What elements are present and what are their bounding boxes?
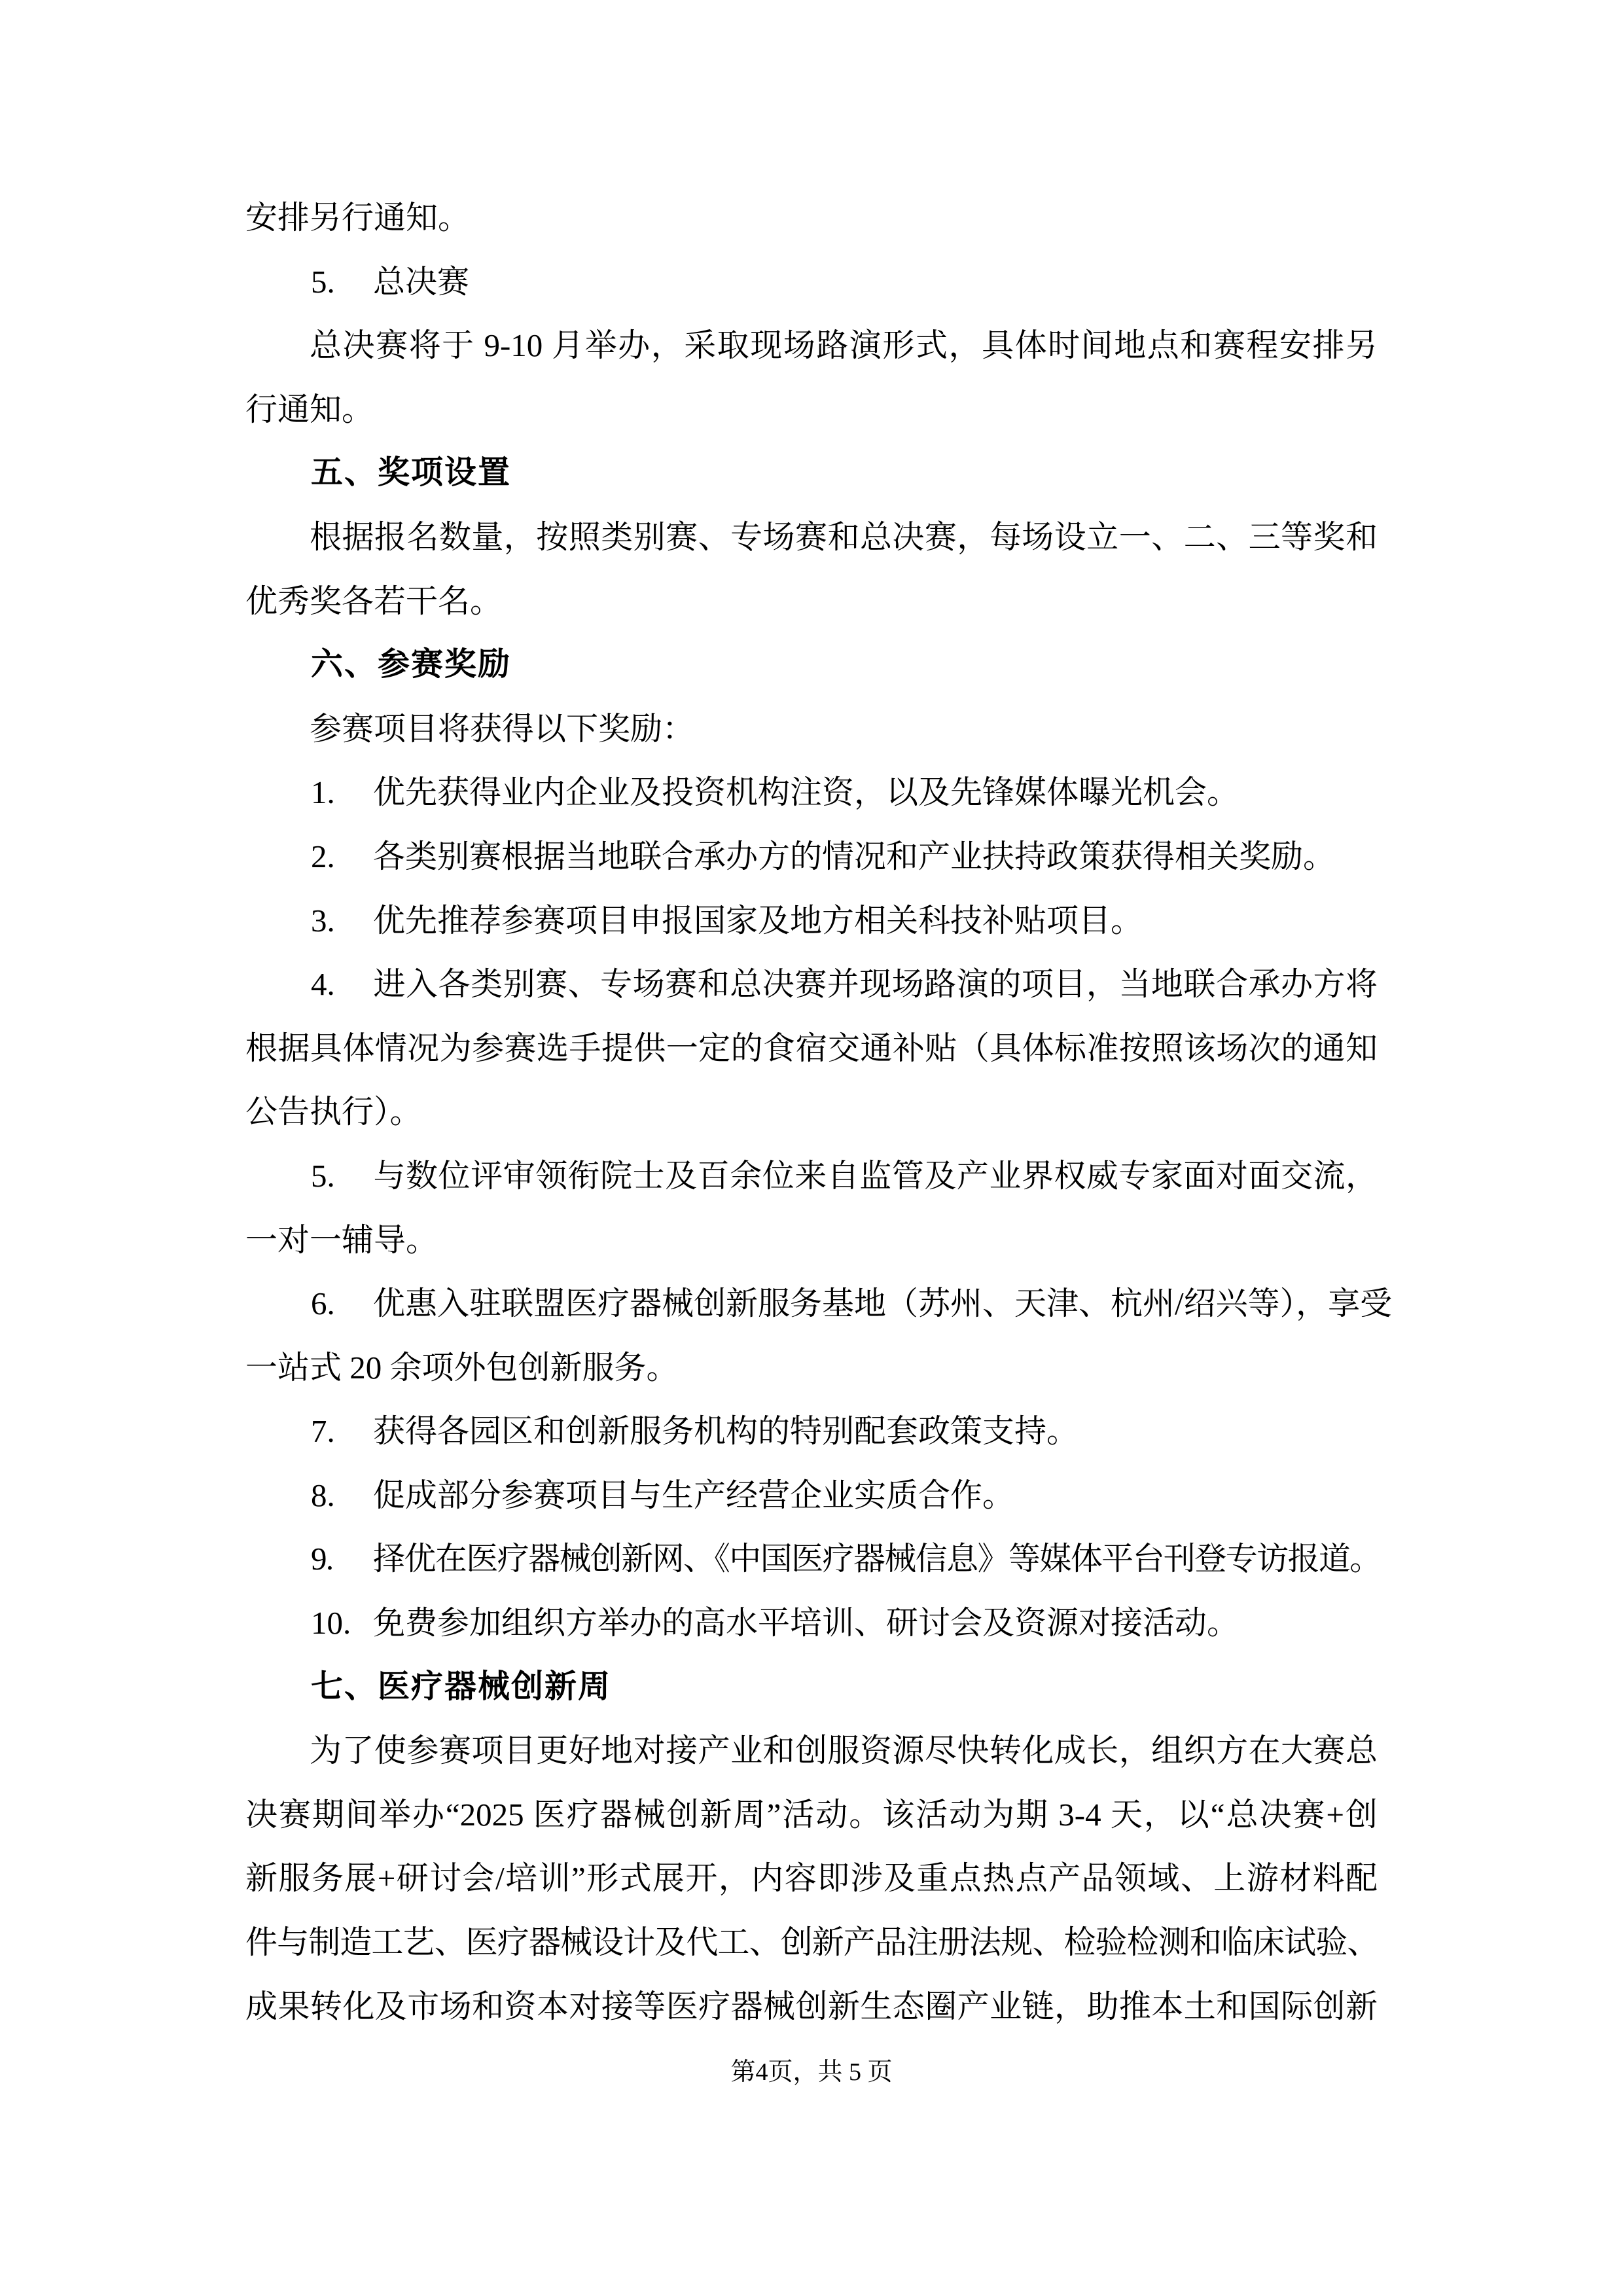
text-line: 一站式 20 余项外包创新服务。	[245, 1349, 679, 1386]
text-line: 优秀奖各若干名。	[245, 583, 503, 619]
text-line: 行通知。	[245, 391, 374, 427]
text-line: 公告执行）。	[245, 1094, 422, 1130]
list-number: 2.	[311, 838, 335, 874]
section-heading-innovation-week: 七、医疗器械创新周	[311, 1668, 612, 1704]
list-item: 8. 促成部分参赛项目与生产经营企业实质合作。	[245, 1463, 1378, 1528]
list-item: 1. 优先获得业内企业及投资机构注资，以及先锋媒体曝光机会。	[245, 761, 1378, 825]
page-footer: 第4页，共 5 页	[730, 2058, 893, 2086]
list-item: 5. 与数位评审领衔院士及百余位来自监管及产业界权威专家面对面交流，	[245, 1144, 1378, 1208]
paragraph-line: 为了使参赛项目更好地对接产业和创服资源尽快转化成长，组织方在大赛总	[310, 1732, 1378, 1769]
list-item: 2. 各类别赛根据当地联合承办方的情况和产业扶持政策获得相关奖励。	[245, 825, 1378, 889]
paragraph-line: 总决赛将于 9-10 月举办，采取现场路演形式，具体时间地点和赛程安排另	[310, 327, 1378, 364]
paragraph-line: 参赛项目将获得以下奖励：	[310, 710, 695, 747]
document-body	[245, 186, 1393, 2038]
text-line: 一对一辅导。	[245, 1221, 438, 1258]
list-number: 10.	[311, 1605, 351, 1641]
text-line: 根据具体情况为参赛选手提供一定的食宿交通补贴（具体标准按照该场次的通知	[245, 1030, 1378, 1066]
list-item: 3. 优先推荐参赛项目申报国家及地方相关科技补贴项目。	[245, 889, 1378, 953]
list-number: 5.	[311, 263, 335, 300]
list-item: 6. 优惠入驻联盟医疗器械创新服务基地（苏州、天津、杭州/绍兴等），享受	[245, 1272, 1378, 1336]
section-heading-awards-setup: 五、奖项设置	[311, 455, 512, 491]
text-line: 件与制造工艺、医疗器械设计及代工、创新产品注册法规、检验检测和临床试验、	[245, 1924, 1378, 1961]
list-number: 9.	[311, 1541, 333, 1577]
list-number: 8.	[311, 1477, 335, 1513]
list-number: 4.	[311, 966, 335, 1003]
list-number: 3.	[311, 902, 335, 939]
list-number: 7.	[311, 1413, 335, 1450]
section-heading-participation-rewards: 六、参赛奖励	[311, 647, 512, 683]
list-item: 4. 进入各类别赛、专场赛和总决赛并现场路演的项目，当地联合承办方将	[245, 952, 1378, 1016]
list-number: 6.	[311, 1285, 335, 1322]
text-line: 安排另行通知。	[245, 200, 471, 236]
list-item: 10. 免费参加组织方举办的高水平培训、研讨会及资源对接活动。	[245, 1591, 1378, 1655]
text-line: 决赛期间举办“2025 医疗器械创新周”活动。该活动为期 3-4 天，以“总决赛+创	[245, 1796, 1378, 1833]
list-item: 9. 择优在医疗器械创新网、《中国医疗器械信息》等媒体平台刊登专访报道。	[245, 1527, 1378, 1591]
text-line: 成果转化及市场和资本对接等医疗器械创新生态圈产业链，助推本土和国际创新	[245, 1988, 1378, 2024]
list-number: 1.	[311, 774, 335, 811]
paragraph-line: 根据报名数量，按照类别赛、专场赛和总决赛，每场设立一、二、三等奖和	[310, 518, 1378, 555]
list-item: 5. 总决赛	[245, 250, 1378, 314]
list-number: 5.	[311, 1157, 335, 1194]
text-line: 新服务展+研讨会/培训”形式展开，内容即涉及重点热点产品领域、上游材料配	[245, 1860, 1378, 1897]
list-item: 7. 获得各园区和创新服务机构的特别配套政策支持。	[245, 1399, 1378, 1463]
